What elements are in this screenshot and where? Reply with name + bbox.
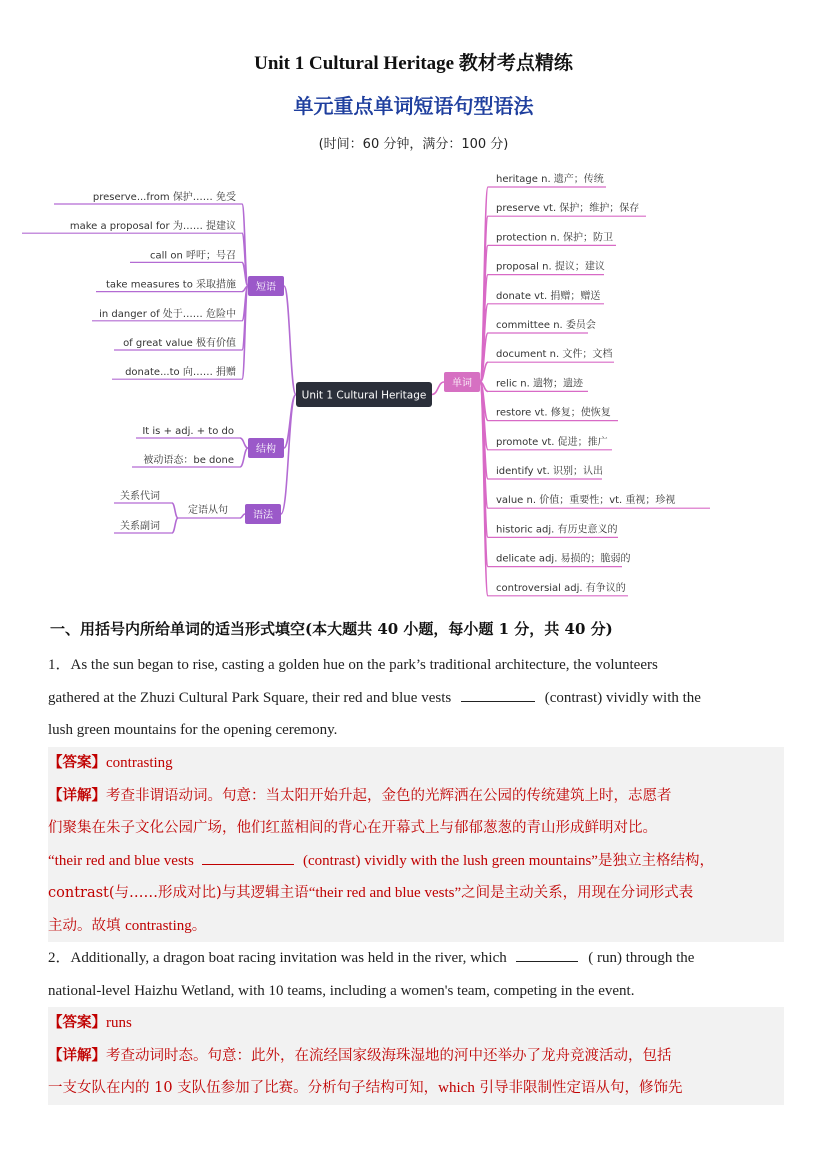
word-leaf: proposal n. 提议；建议 bbox=[496, 261, 605, 273]
detail-line-5 bbox=[48, 910, 784, 943]
hub-label-words: 单词 bbox=[452, 378, 472, 389]
page-subtitle: 单元重点单词短语句型语法 bbox=[293, 94, 534, 118]
detail-quote-c: “their red and blue vests” bbox=[308, 885, 462, 901]
phrase-leaf: take measures to 采取措施 bbox=[105, 279, 236, 291]
hub-label-phrases: 短语 bbox=[256, 282, 276, 293]
detail-text-4c: 之间是主动关系，用现在分词形式表 bbox=[461, 885, 694, 901]
answer-tag: 【答案】 bbox=[48, 754, 106, 771]
detail-line-2: 们聚集在朱子文化公园广场，他们红蓝相间的背心在开幕式上与郁郁葱葱的青山形成鲜明对比。 bbox=[48, 820, 657, 836]
detail-line-4 bbox=[48, 877, 784, 910]
mind-map bbox=[0, 160, 827, 610]
detail-text-3: 是独立主格结构， bbox=[597, 852, 714, 869]
question-1-text-a: gathered at the Zhuzi Cultural Park Square, their red and blue vests bbox=[48, 689, 452, 706]
answer-line bbox=[48, 1007, 784, 1040]
word-leaf: preserve vt. 保护；维护；保存 bbox=[496, 203, 640, 215]
word-leaf: committee n. 委员会 bbox=[496, 320, 596, 331]
question-1-line-1: 1．As the sun began to rise, casting a golden hue on the park’s traditional architecture, the volunteers bbox=[48, 657, 658, 673]
detail-quote-a: “their red and blue vests bbox=[48, 852, 194, 869]
word-leaf: protection n. 保护；防卫 bbox=[496, 232, 613, 244]
answer-value: runs bbox=[106, 1015, 132, 1031]
detail-text-1: 考查非谓语动词。句意：当太阳开始升起，金色的光辉洒在公园的传统建筑上时，志愿者 bbox=[106, 787, 672, 804]
structure-leaf: 被动语态：be done bbox=[143, 455, 234, 466]
detail-tag: 【详解】 bbox=[48, 1046, 106, 1064]
phrase-leaf: donate...to 向…… 捐赠 bbox=[125, 367, 236, 379]
question-1-line-2 bbox=[48, 682, 768, 715]
answer-blank[interactable] bbox=[461, 685, 535, 702]
center-node-label: Unit 1 Cultural Heritage bbox=[301, 389, 427, 402]
detail-tag: 【详解】 bbox=[48, 786, 106, 804]
word-leaf: heritage n. 遗产；传统 bbox=[496, 174, 604, 185]
word-leaf: donate vt. 捐赠；赠送 bbox=[496, 290, 601, 302]
question-1 bbox=[48, 649, 768, 747]
question-2-text-a: 2．Additionally, a dragon boat racing invitation was held in the river, which bbox=[48, 950, 507, 966]
word-leaf: value n. 价值；重要性；vt. 重视；珍视 bbox=[496, 495, 676, 507]
branch-structure bbox=[240, 438, 248, 448]
structure-leaf: It is + adj. + to do bbox=[142, 426, 234, 437]
word-leaf: promote vt. 促进；推广 bbox=[496, 436, 608, 448]
detail-line-1 bbox=[48, 780, 784, 813]
branch-grammar-leaf bbox=[172, 503, 178, 518]
answer-line bbox=[48, 747, 784, 780]
section-heading: 一、用括号内所给单词的适当形式填空(本大题共 40 小题，每小题 1 分，共 40 分) bbox=[50, 620, 613, 638]
branch-grammar-leaf bbox=[172, 518, 178, 533]
branch-center-phrases bbox=[284, 286, 296, 395]
detail-text-2a: 一支女队在内的 10 支队伍参加了比赛。分析句子结构可知， bbox=[48, 1080, 439, 1096]
word-leaf: relic n. 遗物；遗迹 bbox=[496, 378, 583, 390]
word-leaf: document n. 文件；文档 bbox=[496, 349, 613, 361]
time-info: (时间：60 分钟，满分：100 分) bbox=[318, 137, 509, 152]
question-2 bbox=[48, 942, 768, 1007]
answer-tag: 【答案】 bbox=[48, 1014, 106, 1031]
question-2-line-2: national-level Haizhu Wetland, with 10 teams, including a women's team, competing in the event. bbox=[48, 982, 635, 999]
phrase-leaf: preserve...from 保护…… 免受 bbox=[92, 192, 236, 203]
answer-blank[interactable] bbox=[516, 945, 578, 962]
detail-quote-b: (contrast) vividly with the lush green mountains” bbox=[303, 852, 598, 869]
branch-structure bbox=[240, 448, 248, 467]
word-leaf: delicate adj. 易损的；脆弱的 bbox=[496, 553, 631, 565]
detail-text-5a: 主动。故填 bbox=[48, 917, 126, 934]
word-leaf: controversial adj. 有争议的 bbox=[496, 582, 626, 594]
grammar-leaf: 关系副词 bbox=[120, 521, 160, 532]
phrase-leaf: make a proposal for 为…… 提建议 bbox=[69, 221, 236, 233]
phrase-leaf: call on 呼吁；号召 bbox=[150, 250, 236, 262]
question-2-line-1 bbox=[48, 942, 768, 975]
detail-text-1: 考查动词时态。句意：此外，在流经国家级海珠湿地的河中还举办了龙舟竞渡活动，包括 bbox=[106, 1047, 672, 1064]
question-1-text-b: (contrast) vividly with the bbox=[544, 689, 701, 706]
detail-line-2 bbox=[48, 1072, 784, 1105]
grammar-leaf: 关系代词 bbox=[120, 491, 160, 502]
phrase-leaf: of great value 极有价值 bbox=[123, 338, 236, 349]
phrase-leaf: in danger of 处于…… 危险中 bbox=[99, 308, 236, 320]
detail-text-2c: 引导非限制性定语从句，修饰先 bbox=[474, 1080, 683, 1096]
detail-blank bbox=[202, 848, 294, 865]
branch-center-words bbox=[432, 382, 444, 395]
answer-value: contrasting bbox=[106, 755, 173, 771]
branch-grammar-mid bbox=[240, 514, 245, 518]
question-1-line-3: lush green mountains for the opening ceremony. bbox=[48, 722, 338, 738]
grammar-mid-node: 定语从句 bbox=[188, 505, 228, 516]
word-leaf: restore vt. 修复；使恢复 bbox=[496, 407, 611, 419]
detail-text-5c: 。 bbox=[191, 917, 207, 934]
hub-label-structures: 结构 bbox=[256, 444, 276, 455]
detail-text-4a: contrast(与……形成对比)与其逻辑主语 bbox=[48, 885, 309, 901]
word-leaf: historic adj. 有历史意义的 bbox=[496, 524, 618, 536]
page-title: Unit 1 Cultural Heritage 教材考点精练 bbox=[254, 53, 573, 74]
answer-box-2 bbox=[48, 1007, 784, 1105]
question-2-text-b: ( run) through the bbox=[588, 950, 695, 966]
answer-box-1 bbox=[48, 747, 784, 942]
detail-line-1 bbox=[48, 1040, 784, 1073]
detail-answer-word: contrasting bbox=[125, 917, 192, 934]
mind-map-nodes bbox=[70, 172, 676, 594]
detail-line-3 bbox=[48, 845, 784, 878]
word-leaf: identify vt. 识别；认出 bbox=[496, 466, 603, 477]
detail-keyword: which bbox=[438, 1080, 475, 1096]
hub-label-grammar: 语法 bbox=[253, 510, 273, 521]
